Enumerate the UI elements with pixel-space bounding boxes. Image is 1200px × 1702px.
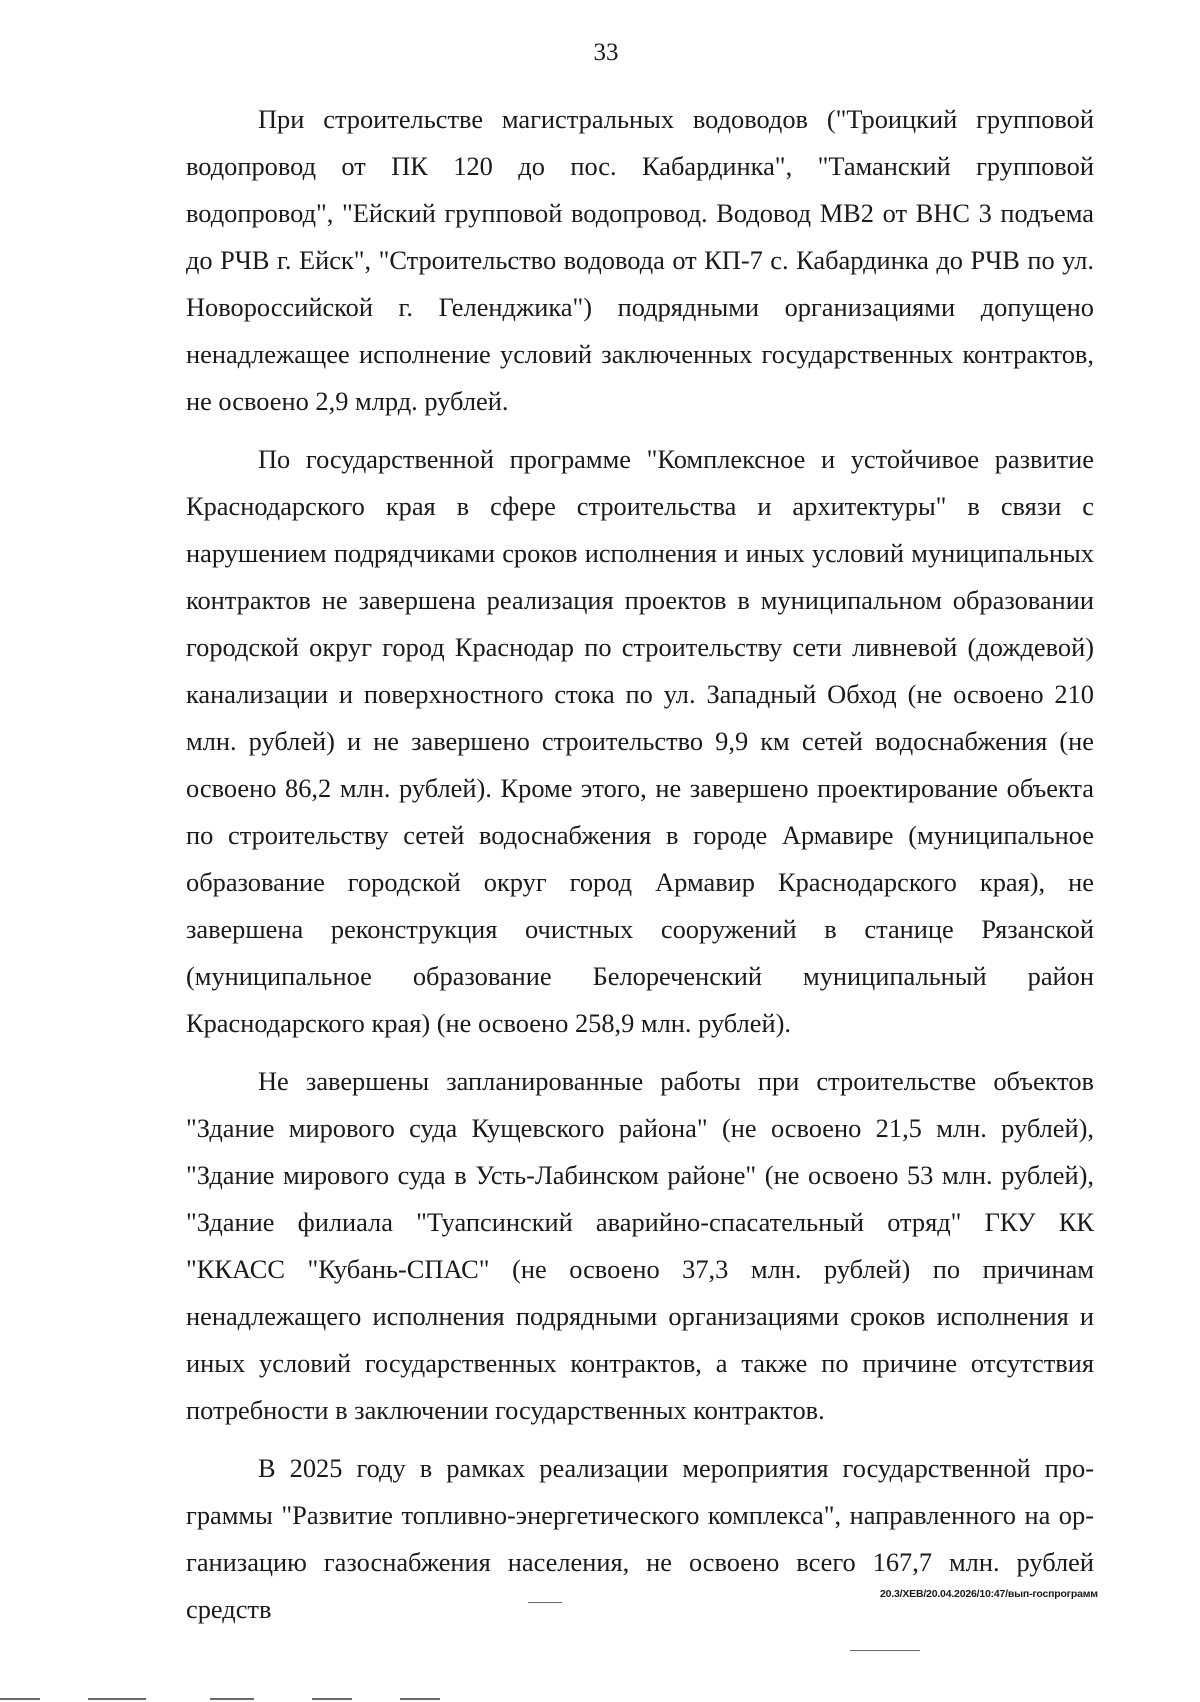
paragraph-water-mains: При строительстве магистральных водоводов ("Троицкий групповой водопровод от ПК 120 до пос. Кабардинка", "Таманский групповой водопровод", "Ейский групповой водопровод. Водовод МВ2 от ВНС 3 подъема до РЧВ г. Ейск", "Строительство водовода от КП-7 с. Кабардинка до РЧВ по ул. Новороссийской г. Геленджика") подрядными организациями допущено ненадлежащее исполнение условий заключенных государственных контрактов, не освоено 2,9 млрд. рублей. (186, 104, 1094, 416)
document-footer-id: 20.3/ХЕВ/20.04.2026/10:47/вып-госпрограмм (880, 1588, 1098, 1600)
scan-mark (850, 1650, 920, 1651)
scan-mark (528, 1602, 562, 1603)
scan-mark (88, 1698, 146, 1700)
paragraph-unfinished-works: Не завершены запланированные работы при строительстве объектов "Здание мирового суда Кущевского района" (не освоено 21,5 млн. рублей), "Здание мирового суда в Усть-Лабинском районе" (не освоено 53 млн. рублей), "Здание филиала "Туапсинский аварийно-спасательный отряд" ГКУ КК "ККАСС "Кубань-СПАС" (не освоено 37,3 млн. рублей) по причинам ненадлежащего исполнения подрядными организациями сроков исполнения и иных условий государственных контрактов, а также по причине отсутствия потребности в заключении государственных контрактов. (186, 1066, 1094, 1425)
scan-mark (312, 1698, 352, 1700)
scan-mark (210, 1698, 254, 1700)
document-body (186, 96, 1094, 1644)
page-number: 33 (593, 39, 619, 66)
paragraph-construction-program: По государственной программе "Комплексное и устойчивое развитие Краснодарского края в сфере строительства и архитектуры" в связи с нарушением подрядчиками сроков исполнения и иных условий муниципальных контрактов не завершена реализация проектов в муниципальном образовании городской округ город Краснодар по строительству сети ливневой (дождевой) канализации и поверхностного стока по ул. Западный Обход (не освоено 210 млн. рублей) и не завершено строительство 9,9 км сетей водоснабжения (не освоено 86,2 млн. рублей). Кроме этого, не завершено проектирование объекта по строительству сетей водоснабжения в городе Армавире (муниципальное образование городской округ город Армавир Краснодарского края), не завершена реконструкция очистных сооружений в станице Рязанской (муниципальное образование Белореченский муниципальный район Краснодарского края) (не освоено 258,9 млн. рублей). (186, 444, 1094, 1038)
scan-mark (400, 1698, 440, 1700)
scan-mark (0, 1698, 40, 1700)
paragraph-gas-supply: В 2025 году в рамках реализации мероприятия государственной программы "Развитие топливно-энергетического комплекса", направленного на организацию газоснабжения населения, не освоено всего 167,7 млн. рублей средств (186, 1453, 1094, 1624)
